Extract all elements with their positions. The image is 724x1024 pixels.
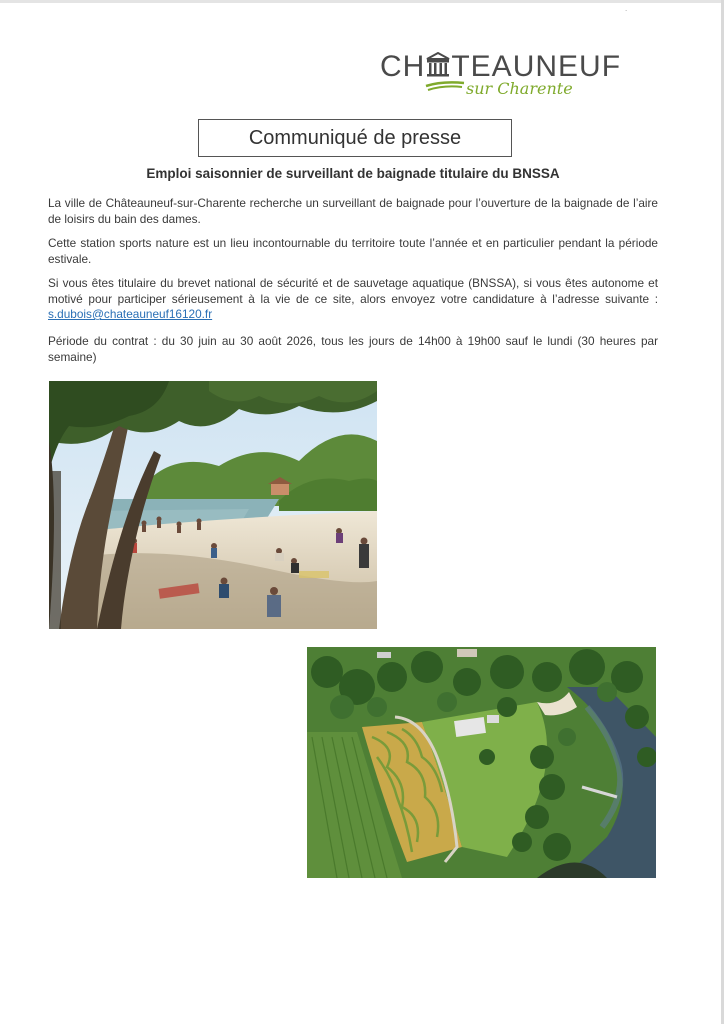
logo-prefix: CH xyxy=(380,50,426,83)
page-title: Communiqué de presse xyxy=(198,119,512,157)
logo-subtitle: sur Charente xyxy=(466,79,573,98)
green-swoosh-icon xyxy=(424,80,466,94)
headline: Emploi saisonnier de surveillant de baignade titulaire du BNSSA xyxy=(146,166,560,181)
scan-mark: . xyxy=(625,4,628,13)
paragraph-application xyxy=(48,276,658,323)
aerial-photo xyxy=(307,647,656,878)
scan-edge xyxy=(0,0,724,3)
application-text: Si vous êtes titulaire du brevet national de sécurité et de sauvetage aquatique (BNSSA), si vous êtes autonome et motivé pour participer sérieusement à la vie de ce site, alors envoyez votre candidature à l’adresse suivante : xyxy=(48,276,658,306)
castle-pillars-icon xyxy=(426,52,450,78)
beach-photo xyxy=(49,381,377,629)
logo-rest: TEAUNEUF xyxy=(451,50,622,83)
paragraph-site: Cette station sports nature est un lieu incontournable du territoire toute l’année et en particulier pendant la période estivale. xyxy=(48,236,658,266)
email-link[interactable]: s.dubois@chateauneuf16120.fr xyxy=(48,307,213,321)
paragraph-contract: Période du contrat : du 30 juin au 30 août 2026, tous les jours de 14h00 à 19h00 sauf le lundi (30 heures par semaine) xyxy=(48,334,658,364)
paragraph-intro: La ville de Châteauneuf-sur-Charente recherche un surveillant de baignade pour l’ouverture de la baignade de l’aire de loisirs du bain des dames. xyxy=(48,196,658,226)
town-logo xyxy=(380,50,640,100)
